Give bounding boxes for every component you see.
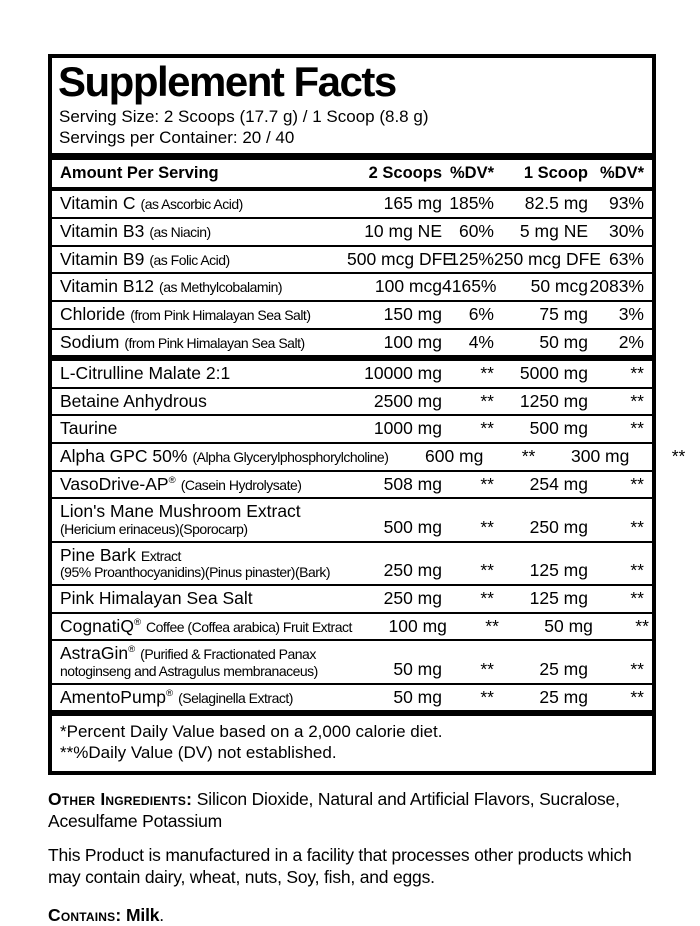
dv-1scoop: **	[630, 390, 644, 411]
amount-1scoop: 254 mg	[529, 473, 588, 494]
amount-2scoops: 250 mg	[383, 560, 442, 581]
dv-2scoops: **	[480, 686, 494, 707]
registered-trademark-symbol: ®	[168, 474, 176, 486]
ingredient-detail: (as Niacin)	[149, 223, 211, 240]
ingredient-name: VasoDrive-AP®	[60, 473, 176, 494]
ingredient-name-cell	[60, 687, 347, 708]
amount-2scoops: 2500 mg	[373, 390, 442, 411]
table-row	[52, 584, 652, 612]
amount-1scoop: 75 mg	[539, 303, 588, 324]
column-header-amount: Amount Per Serving	[60, 164, 219, 183]
dv-2scoops: **	[521, 446, 536, 467]
dv-1scoop: **	[630, 418, 644, 439]
amount-1scoop: 50 mg	[544, 615, 593, 636]
ingredient-name: Pine Bark	[60, 544, 136, 565]
active-ingredients-section	[52, 361, 686, 710]
amount-2scoops: 10000 mg	[364, 363, 442, 384]
amount-1scoop: 25 mg	[539, 658, 588, 679]
ingredient-detail: (as Ascorbic Acid)	[140, 196, 243, 213]
dv-1scoop: **	[635, 615, 649, 636]
amount-2scoops: 500 mcg DFE	[347, 248, 454, 269]
amount-2scoops: 600 mg	[425, 446, 484, 467]
ingredient-name: Taurine	[60, 418, 118, 439]
amount-1scoop: 125 mg	[529, 560, 588, 581]
footnote-not-established: **%Daily Value (DV) not established.	[60, 743, 337, 763]
table-row	[52, 470, 652, 498]
table-row	[52, 639, 652, 682]
table-row	[52, 414, 652, 442]
dv-2scoops: **	[480, 517, 494, 538]
ingredient-name-cell	[60, 643, 347, 679]
ingredient-detail: (as Methylcobalamin)	[159, 279, 283, 296]
dv-2scoops: 4165%	[442, 276, 497, 297]
contains-period: .	[159, 904, 164, 925]
table-row	[52, 217, 652, 245]
ingredient-name-cell	[60, 249, 347, 270]
dv-1scoop: **	[630, 658, 644, 679]
table-row	[52, 300, 652, 328]
dv-1scoop: **	[630, 588, 644, 608]
other-ingredients-line1: Silicon Dioxide, Natural and Artificial Flavors, Sucralose,	[196, 788, 620, 809]
ingredient-name-cell	[60, 446, 388, 467]
ingredient-name-cell	[60, 588, 347, 609]
ingredient-name: Lion's Mane Mushroom Extract	[60, 501, 301, 522]
column-header-2scoops: 2 Scoops	[368, 164, 442, 183]
dv-2scoops: **	[485, 615, 499, 636]
ingredient-name: AmentoPump®	[60, 686, 174, 707]
footnote	[52, 710, 652, 771]
ingredient-detail: (Alpha Glycerylphosphorylcholine)	[192, 449, 389, 466]
table-row	[52, 442, 686, 470]
ingredient-name: Vitamin B12	[60, 276, 155, 297]
ingredient-detail: (Selaginella Extract)	[178, 689, 293, 706]
amount-2scoops: 50 mg	[393, 686, 442, 707]
dv-1scoop: 3%	[618, 303, 644, 324]
dv-2scoops: **	[480, 560, 494, 581]
dv-1scoop: **	[630, 363, 644, 384]
amount-2scoops: 100 mg	[388, 615, 447, 636]
column-header-dv1: %DV*	[599, 164, 644, 183]
contains-statement	[48, 904, 656, 926]
dv-1scoop: 2%	[618, 331, 644, 352]
ingredient-name-cell	[60, 276, 347, 297]
dv-2scoops: 6%	[468, 303, 494, 324]
panel-title: Supplement Facts	[58, 58, 396, 105]
ingredient-name: Betaine Anhydrous	[60, 390, 207, 411]
table-row	[52, 683, 652, 711]
dv-1scoop: **	[630, 560, 644, 581]
dv-1scoop: 2083%	[589, 276, 644, 297]
amount-1scoop: 250 mg	[529, 517, 588, 538]
footnote-dv: *Percent Daily Value based on a 2,000 calorie diet.	[60, 722, 443, 742]
dv-2scoops: **	[480, 473, 494, 494]
column-header-dv2: %DV*	[449, 164, 494, 183]
ingredient-name-cell	[60, 193, 347, 214]
other-ingredients-line2: Acesulfame Potassium	[48, 810, 222, 831]
amount-1scoop: 1250 mg	[519, 390, 588, 411]
dv-2scoops: 4%	[468, 331, 494, 352]
other-ingredients-heading: Other Ingredients:	[48, 788, 193, 809]
table-row	[52, 612, 652, 640]
contains-allergen: Milk	[126, 904, 160, 925]
below-label-text	[48, 775, 656, 926]
amount-1scoop: 5000 mg	[519, 363, 588, 384]
ingredient-name-cell	[60, 501, 347, 537]
ingredient-subline: (95% Proanthocyanidins)(Pinus pinaster)(Bark)	[60, 564, 331, 581]
ingredient-detail: (from Pink Himalayan Sea Salt)	[130, 306, 311, 323]
thick-divider	[52, 153, 652, 160]
ingredient-name-cell	[60, 363, 347, 384]
table-row	[52, 541, 652, 584]
supplement-facts-panel	[48, 54, 686, 775]
dv-2scoops: **	[480, 418, 494, 439]
table-row	[52, 245, 652, 273]
amount-1scoop: 500 mg	[529, 418, 588, 439]
facility-warning	[48, 844, 656, 888]
amount-2scoops: 250 mg	[383, 588, 442, 608]
ingredient-detail: (Purified & Fractionated Panax	[140, 646, 316, 663]
dv-1scoop: 93%	[608, 193, 644, 214]
ingredient-name-cell	[60, 332, 347, 353]
ingredient-detail: (from Pink Himalayan Sea Salt)	[124, 334, 305, 351]
other-ingredients	[48, 788, 656, 832]
dv-1scoop: **	[671, 446, 686, 467]
ingredient-name: Vitamin B3	[60, 220, 145, 241]
registered-trademark-symbol: ®	[166, 687, 174, 699]
serving-info	[52, 105, 652, 154]
ingredient-name-cell	[60, 221, 347, 242]
vitamins-minerals-section	[52, 191, 652, 355]
dv-1scoop: **	[630, 517, 644, 538]
ingredient-name: Vitamin B9	[60, 248, 145, 269]
amount-2scoops: 508 mg	[383, 473, 442, 494]
ingredient-name: Chloride	[60, 303, 126, 324]
dv-2scoops: 60%	[458, 220, 494, 241]
ingredient-name: Pink Himalayan Sea Salt	[60, 588, 253, 608]
table-row	[52, 272, 652, 300]
amount-2scoops: 100 mg	[383, 331, 442, 352]
facility-line1: This Product is manufactured in a facility that processes other products which	[48, 844, 632, 865]
ingredient-name: Sodium	[60, 331, 120, 352]
ingredient-name-cell	[60, 616, 352, 637]
ingredient-name: CognatiQ®	[60, 615, 142, 636]
facility-line2: may contain dairy, wheat, nuts, Soy, fish, and eggs.	[48, 866, 435, 887]
amount-1scoop: 50 mcg	[530, 276, 588, 297]
ingredient-name-cell	[60, 304, 347, 325]
amount-2scoops: 10 mg NE	[364, 220, 442, 241]
amount-2scoops: 50 mg	[393, 658, 442, 679]
dv-2scoops: **	[480, 390, 494, 411]
amount-2scoops: 165 mg	[383, 193, 442, 214]
dv-2scoops: 125%	[449, 248, 494, 269]
registered-trademark-symbol: ®	[133, 616, 142, 628]
serving-size: Serving Size: 2 Scoops (17.7 g) / 1 Scoop (8.8 g)	[59, 106, 429, 126]
amount-2scoops: 1000 mg	[373, 418, 442, 439]
ingredient-detail: (Casein Hydrolysate)	[180, 476, 302, 493]
dv-2scoops: **	[480, 658, 494, 679]
amount-1scoop: 125 mg	[529, 588, 588, 608]
servings-per-container: Servings per Container: 20 / 40	[59, 128, 295, 148]
amount-1scoop: 25 mg	[539, 686, 588, 707]
table-row	[52, 497, 652, 540]
column-header-row	[52, 160, 652, 187]
contains-heading: Contains:	[48, 904, 122, 925]
dv-1scoop: **	[630, 686, 644, 707]
ingredient-detail: Extract	[140, 547, 181, 564]
amount-1scoop: 5 mg NE	[519, 220, 588, 241]
ingredient-name: L-Citrulline Malate 2:1	[60, 363, 231, 384]
registered-trademark-symbol: ®	[128, 644, 136, 656]
ingredient-detail: Coffee (Coffea arabica) Fruit Extract	[146, 618, 352, 635]
ingredient-subline: notoginseng and Astragulus membranaceus)	[60, 662, 318, 679]
ingredient-name-cell	[60, 474, 347, 495]
column-header-1scoop: 1 Scoop	[523, 164, 588, 183]
dv-2scoops: **	[480, 588, 494, 608]
amount-1scoop: 300 mg	[571, 446, 630, 467]
amount-2scoops: 500 mg	[383, 517, 442, 538]
amount-1scoop: 250 mcg DFE	[494, 248, 601, 269]
dv-1scoop: 30%	[608, 220, 644, 241]
ingredient-detail: (as Folic Acid)	[149, 251, 230, 268]
ingredient-name-cell	[60, 391, 347, 412]
ingredient-name: Alpha GPC 50%	[60, 446, 188, 467]
ingredient-name-cell	[60, 418, 347, 439]
dv-2scoops: 185%	[449, 193, 494, 214]
amount-2scoops: 100 mcg	[374, 276, 442, 297]
amount-1scoop: 50 mg	[539, 331, 588, 352]
dv-1scoop: **	[630, 473, 644, 494]
table-row	[52, 328, 652, 356]
table-row	[52, 191, 652, 217]
amount-2scoops: 150 mg	[383, 303, 442, 324]
ingredient-name: Vitamin C	[60, 193, 136, 214]
ingredient-subline: (Hericium erinaceus)(Sporocarp)	[60, 521, 248, 538]
dv-1scoop: 63%	[608, 248, 644, 269]
dv-2scoops: **	[480, 363, 494, 384]
amount-1scoop: 82.5 mg	[524, 193, 588, 214]
table-row	[52, 387, 652, 415]
ingredient-name-cell	[60, 545, 347, 581]
table-row	[52, 361, 652, 387]
ingredient-name: AstraGin®	[60, 643, 136, 664]
